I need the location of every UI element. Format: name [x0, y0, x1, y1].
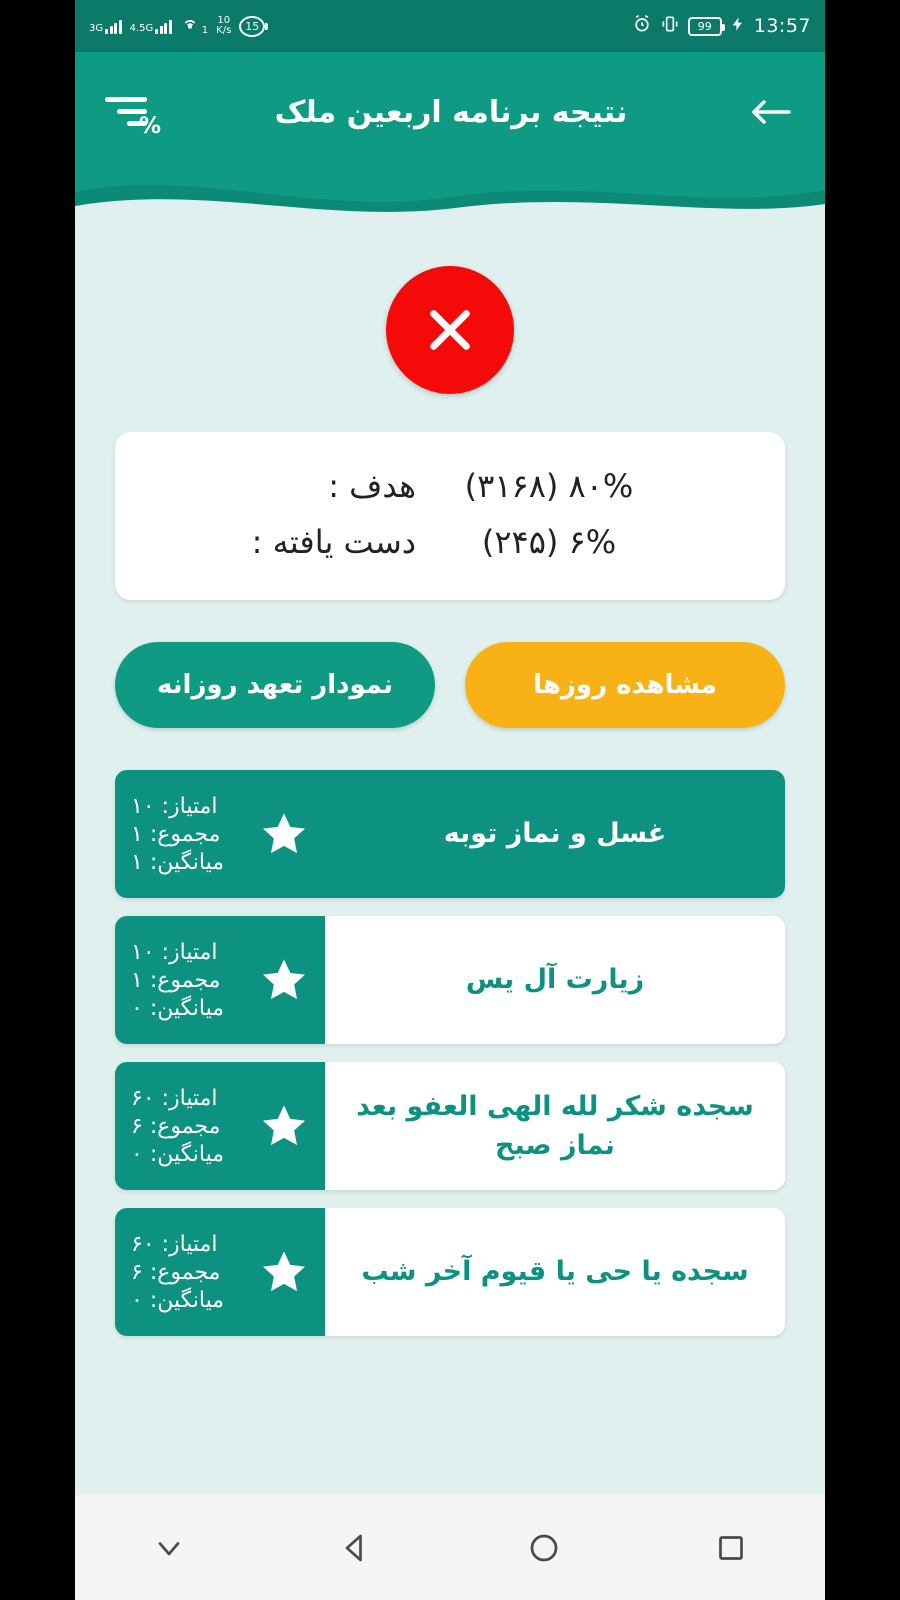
task-average: میانگین: ۱ [131, 849, 225, 875]
hotspot-icon [180, 16, 208, 36]
chevron-down-icon[interactable] [134, 1513, 204, 1583]
table-row[interactable] [115, 1062, 785, 1190]
square-recents-icon[interactable] [696, 1513, 766, 1583]
daily-commitment-chart-button[interactable]: نمودار تعهد روزانه [115, 642, 435, 728]
network-type2-label: 4.5G [129, 23, 154, 34]
signal-3g-icon [89, 18, 122, 34]
star-icon [257, 1245, 311, 1299]
task-average: میانگین: ۰ [131, 1141, 225, 1167]
speed-unit: K/s [216, 25, 232, 36]
battery-indicator: 99 [688, 17, 722, 36]
star-icon [257, 807, 311, 861]
app-bar-row [75, 52, 825, 172]
task-stat-lines [131, 794, 247, 875]
task-score: امتیاز: ۱۰ [131, 793, 218, 819]
status-bar-right [632, 14, 811, 39]
task-total: مجموع: ۱ [131, 821, 221, 847]
app-bar [75, 52, 825, 232]
status-bar [75, 0, 825, 52]
task-title: غسل و نماز توبه [443, 818, 667, 850]
achieved-label: دست یافته : [251, 523, 416, 561]
page-title: نتیجه برنامه اربعین ملک [274, 94, 628, 130]
task-average: میانگین: ۰ [131, 1287, 225, 1313]
summary-row-achieved [149, 514, 751, 570]
table-row[interactable] [115, 1208, 785, 1336]
summary-row-goal [149, 458, 751, 514]
status-badge [386, 266, 514, 394]
signal-45g-icon [130, 18, 172, 34]
triangle-back-icon[interactable] [321, 1513, 391, 1583]
task-score: امتیاز: ۱۰ [131, 939, 218, 965]
task-title: سجده شکر لله الهی العفو بعد نماز صبح [356, 1090, 754, 1161]
wave-decoration [75, 162, 825, 232]
task-stat-lines [131, 1232, 247, 1313]
task-score: امتیاز: ۶۰ [131, 1085, 218, 1111]
task-score: امتیاز: ۶۰ [131, 1231, 218, 1257]
table-row[interactable] [115, 770, 785, 898]
task-total: مجموع: ۶ [131, 1259, 221, 1285]
task-average: میانگین: ۰ [131, 995, 225, 1021]
view-days-button[interactable]: مشاهده روزها [465, 642, 785, 728]
main-content [75, 266, 825, 1529]
goal-value: ۸۰% (۳۱۶۸) [464, 467, 634, 505]
alarm-icon [632, 14, 652, 39]
circle-home-icon[interactable] [509, 1513, 579, 1583]
arrow-back-icon[interactable] [745, 86, 797, 138]
hotspot-count-label: 1 [201, 25, 209, 36]
charging-icon [730, 15, 746, 38]
notification-badge-icon [239, 16, 265, 37]
status-bar-left [89, 16, 265, 37]
system-nav-bar [75, 1495, 825, 1600]
task-stat-lines [131, 1086, 247, 1167]
app-screen [75, 0, 825, 1600]
action-buttons [115, 642, 785, 728]
notif-count: 15 [239, 16, 265, 37]
task-total: مجموع: ۶ [131, 1113, 221, 1139]
clock-label: 13:57 [753, 15, 811, 37]
percent-menu-icon[interactable] [103, 89, 161, 139]
task-stats [115, 770, 325, 898]
task-stat-lines [131, 940, 247, 1021]
vibrate-icon [660, 14, 680, 39]
star-icon [257, 953, 311, 1007]
task-title: سجده یا حی یا قیوم آخر شب [361, 1256, 749, 1288]
network-speed-indicator [216, 16, 231, 37]
task-list [115, 770, 785, 1336]
goal-label: هدف : [328, 467, 416, 505]
achieved-value: ۶% (۲۴۵) [481, 523, 617, 561]
star-icon [257, 1099, 311, 1153]
task-stats [115, 1208, 325, 1336]
task-total: مجموع: ۱ [131, 967, 221, 993]
summary-card [115, 432, 785, 600]
close-x-icon [422, 302, 478, 358]
task-stats [115, 916, 325, 1044]
menu-percent-label: % [138, 114, 161, 139]
network-type-label: 3G [89, 23, 104, 34]
task-stats [115, 1062, 325, 1190]
task-title: زیارت آل یس [465, 964, 645, 996]
speed-value: 10 [217, 14, 231, 26]
table-row[interactable] [115, 916, 785, 1044]
